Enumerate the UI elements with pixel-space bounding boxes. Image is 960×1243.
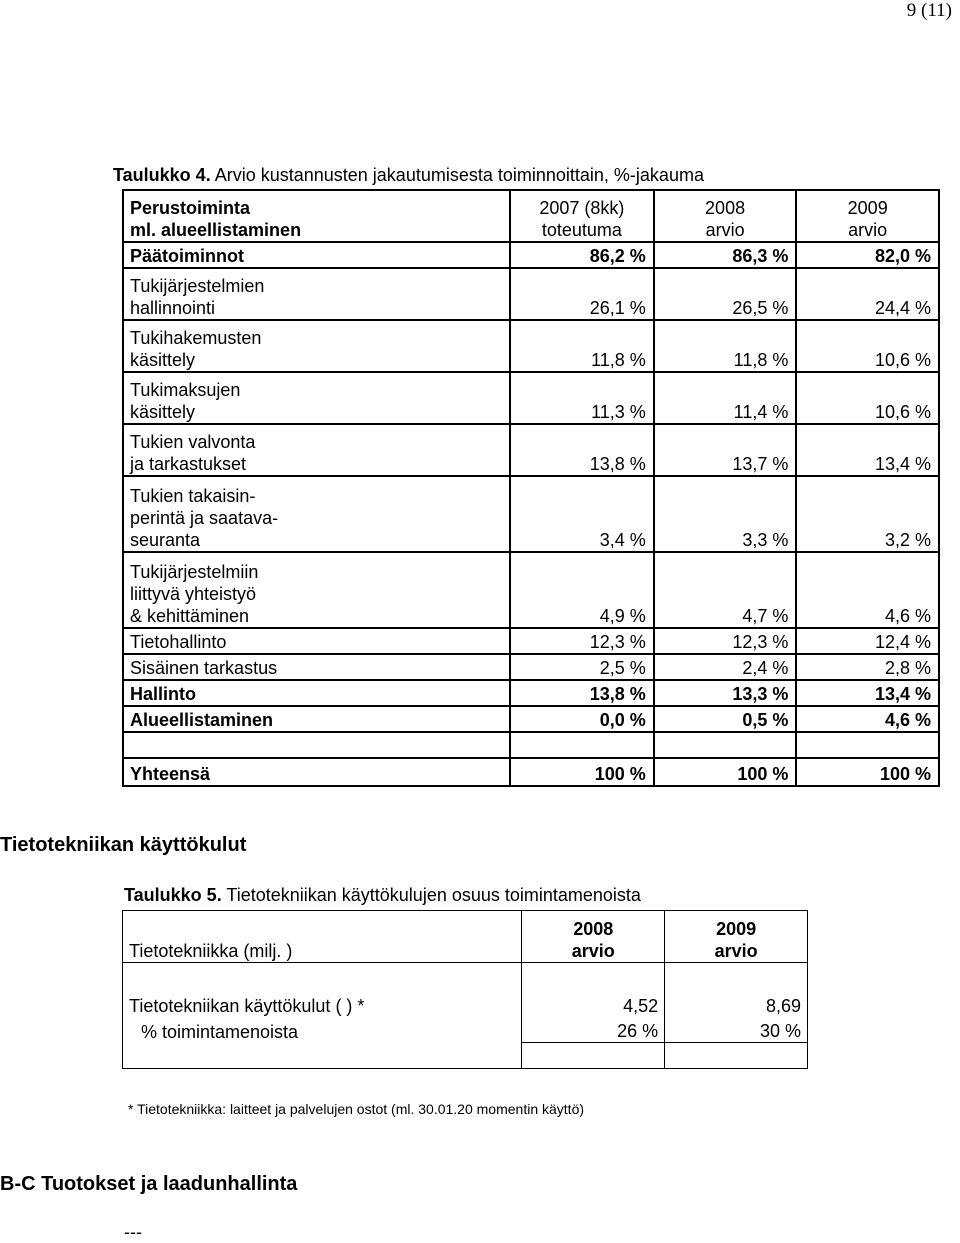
value-2009: 2,8 % [796, 654, 939, 680]
value-2008: 11,8 % [654, 320, 797, 372]
label-line: liittyvä yhteistyö [130, 584, 257, 604]
table-row [123, 424, 939, 476]
value-2007: 11,8 % [510, 320, 654, 372]
label-line: perintä ja saatava- [130, 508, 279, 528]
value-2009: 10,6 % [796, 372, 939, 424]
header-line: arvio [705, 220, 745, 240]
label-line: Tukijärjestelmiin [130, 562, 259, 582]
empty-cell [123, 1043, 522, 1069]
table-row [123, 628, 939, 654]
value-2008: 13,3 % [654, 680, 797, 706]
row-label: Päätoiminnot [123, 242, 510, 268]
total-2009: 100 % [796, 758, 939, 786]
header-line: ml. alueellistaminen [130, 220, 302, 240]
value-2008: 3,3 % [654, 476, 797, 552]
header-line: 2008 [573, 919, 614, 939]
value-2009: 13,4 % [796, 424, 939, 476]
value-2007: 13,8 % [510, 424, 654, 476]
table5-caption-text: Tietotekniikan käyttökulujen osuus toimintamenoista [221, 885, 641, 905]
row-label: Tietotekniikan käyttökulut ( ) * [123, 963, 522, 1017]
label-line: Tukihakemusten [130, 328, 262, 348]
value-2007: 3,4 % [510, 476, 654, 552]
header-line: arvio [848, 220, 888, 240]
placeholder-dash: --- [124, 1222, 142, 1242]
table5-header-2008 [522, 911, 665, 963]
value-2008: 13,7 % [654, 424, 797, 476]
total-2007: 100 % [510, 758, 654, 786]
table5-caption-label: Taulukko 5. [124, 885, 222, 905]
table5-header-label: Tietotekniikka (milj. ) [123, 911, 522, 963]
row-label: Sisäinen tarkastus [123, 654, 510, 680]
value-2009: 8,69 [665, 963, 808, 1017]
value-2009: 4,6 % [796, 552, 939, 628]
table-row [123, 706, 939, 732]
value-2009: 4,6 % [796, 706, 939, 732]
value-2008: 11,4 % [654, 372, 797, 424]
section-heading-it-costs: Tietotekniikan käyttökulut [0, 834, 247, 856]
table-row [123, 680, 939, 706]
value-2007: 26,1 % [510, 268, 654, 320]
table5-header-2009 [665, 911, 808, 963]
value-2007: 11,3 % [510, 372, 654, 424]
value-2008: 12,3 % [654, 628, 797, 654]
row-label [123, 424, 510, 476]
label-line: Tukimaksujen [130, 380, 241, 400]
table4-header-activity [123, 190, 510, 242]
value-2008: 86,3 % [654, 242, 797, 268]
empty-cell [123, 732, 510, 758]
table5-caption [124, 885, 641, 906]
row-label [123, 320, 510, 372]
total-row [123, 758, 939, 786]
value-2009: 3,2 % [796, 476, 939, 552]
empty-row [123, 1043, 808, 1069]
value-2009: 30 % [665, 1017, 808, 1043]
value-2007: 86,2 % [510, 242, 654, 268]
label-line: seuranta [130, 530, 201, 550]
empty-cell [654, 732, 797, 758]
row-label [123, 372, 510, 424]
table4-caption-label: Taulukko 4. [113, 165, 211, 185]
value-2008: 2,4 % [654, 654, 797, 680]
header-line: toteutuma [541, 220, 622, 240]
value-2008: 4,52 [522, 963, 665, 1017]
value-2008: 0,5 % [654, 706, 797, 732]
total-label: Yhteensä [123, 758, 510, 786]
header-line: Perustoiminta [130, 198, 251, 218]
table4-caption-text: Arvio kustannusten jakautumisesta toiminnoittain, %-jakauma [210, 165, 704, 185]
header-line: 2009 [716, 919, 757, 939]
row-label: Tietohallinto [123, 628, 510, 654]
table-row [123, 372, 939, 424]
header-line: 2009 [847, 198, 888, 218]
table-row [123, 1017, 808, 1043]
table5-header-row [123, 911, 808, 963]
value-2007: 4,9 % [510, 552, 654, 628]
empty-cell [510, 732, 654, 758]
row-label [123, 268, 510, 320]
label-line: hallinnointi [130, 298, 216, 318]
value-2009: 13,4 % [796, 680, 939, 706]
table-row [123, 242, 939, 268]
label-line: Tukien takaisin- [130, 486, 256, 506]
table4-header-2009 [796, 190, 939, 242]
header-line: arvio [571, 941, 615, 961]
label-line: Tukijärjestelmien [130, 276, 265, 296]
table-row [123, 320, 939, 372]
page-number: 9 (11) [906, 0, 952, 21]
table-row [123, 654, 939, 680]
label-line: & kehittäminen [130, 606, 250, 626]
value-2009: 10,6 % [796, 320, 939, 372]
total-2008: 100 % [654, 758, 797, 786]
table4-caption [113, 165, 704, 186]
value-2008: 26 % [522, 1017, 665, 1043]
row-label: % toimintamenoista [123, 1017, 522, 1043]
section-heading-outputs: B-C Tuotokset ja laadunhallinta [0, 1173, 298, 1195]
empty-cell [665, 1043, 808, 1069]
table-row [123, 963, 808, 1017]
table-row [123, 476, 939, 552]
cost-distribution-table [122, 189, 940, 787]
row-label [123, 476, 510, 552]
table4-header-row [123, 190, 939, 242]
table-row [123, 268, 939, 320]
header-line: 2008 [705, 198, 746, 218]
value-2007: 0,0 % [510, 706, 654, 732]
value-2009: 12,4 % [796, 628, 939, 654]
empty-cell [796, 732, 939, 758]
label-line: käsittely [130, 350, 196, 370]
table4-header-2007 [510, 190, 654, 242]
value-2008: 26,5 % [654, 268, 797, 320]
label-line: käsittely [130, 402, 196, 422]
it-costs-table [122, 910, 808, 1069]
header-line: arvio [714, 941, 758, 961]
value-2007: 13,8 % [510, 680, 654, 706]
row-label [123, 552, 510, 628]
table4-header-2008 [654, 190, 797, 242]
empty-cell [522, 1043, 665, 1069]
value-2009: 82,0 % [796, 242, 939, 268]
label-line: ja tarkastukset [130, 454, 247, 474]
footnote: * Tietotekniikka: laitteet ja palvelujen ostot (ml. 30.01.20 momentin käyttö) [128, 1101, 585, 1117]
row-label: Alueellistaminen [123, 706, 510, 732]
label-line: Tukien valvonta [130, 432, 256, 452]
header-line: 2007 (8kk) [539, 198, 625, 218]
row-label: Hallinto [123, 680, 510, 706]
value-2007: 12,3 % [510, 628, 654, 654]
value-2008: 4,7 % [654, 552, 797, 628]
value-2007: 2,5 % [510, 654, 654, 680]
value-2009: 24,4 % [796, 268, 939, 320]
empty-row [123, 732, 939, 758]
table-row [123, 552, 939, 628]
